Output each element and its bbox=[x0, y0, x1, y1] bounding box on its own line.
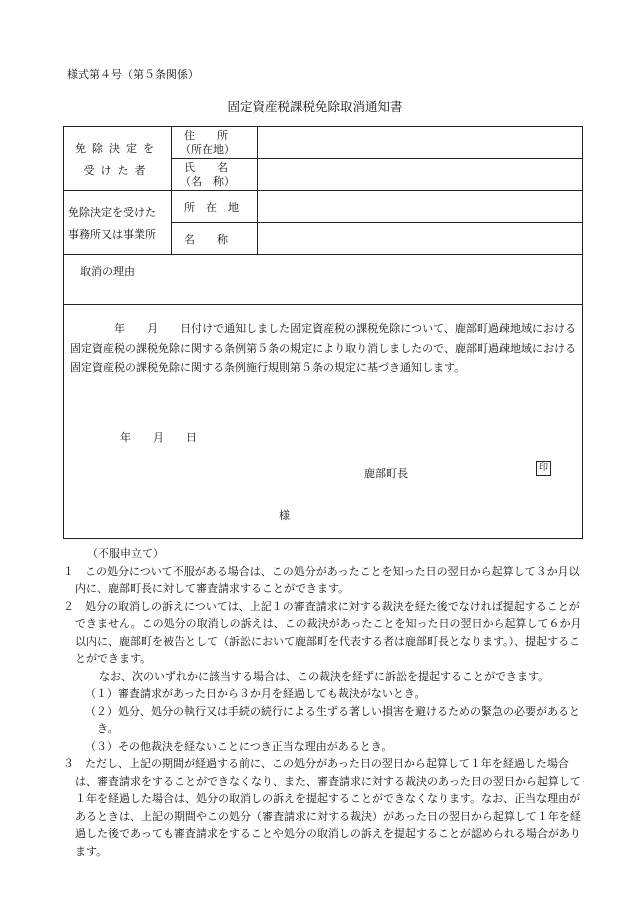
notice-form-table bbox=[63, 126, 583, 539]
form-number: 様式第４号（第５条関係） bbox=[67, 68, 199, 81]
office-name-label: 名 称 bbox=[172, 223, 258, 255]
recipient-label-cell bbox=[64, 127, 172, 191]
address-label-cell bbox=[172, 127, 258, 159]
addressee-honorific: 様 bbox=[279, 509, 290, 522]
reason-label: 取消の理由 bbox=[80, 265, 135, 278]
notice-date-line: 年 月 日 bbox=[120, 431, 197, 444]
note-item-2: ２ 処分の取消しの訴えについては、上記１の審査請求に対する裁決を経た後でなければ提起することができません。この処分の取消しの訴えは、この裁決があったことを知った日の翌日から起算して６か月以内に、鹿部町を被告として（訴訟において鹿部町を代表する者は鹿部町長となります。）、提起することができます。 bbox=[63, 599, 582, 665]
name-field[interactable] bbox=[258, 159, 583, 191]
recipient-label-line2: 受けた者 bbox=[83, 163, 152, 177]
office-label-cell bbox=[64, 191, 172, 255]
name-label-cell bbox=[172, 159, 258, 191]
office-name-field[interactable] bbox=[258, 223, 583, 255]
note-item-1: １ この処分について不服がある場合は、この処分があったことを知った日の翌日から起算して３か月以内に、鹿部町長に対して審査請求することができます。 bbox=[63, 564, 580, 595]
address-field[interactable] bbox=[258, 127, 583, 159]
location-label: 所 在 地 bbox=[172, 191, 258, 223]
note-sub-1: （１）審査請求があった日から３か月を経過しても裁決がないとき。 bbox=[85, 687, 426, 700]
office-label-line2: 事務所又は事業所 bbox=[68, 227, 156, 241]
notice-text: 年 月 日付けで通知しました固定資産税の課税免除について、鹿部町過疎地域における固定資産税の課税免除に関する条例第５条の規定により取り消しましたので、鹿部町過疎地域における固定資産税の課税免除に関する条例施行規則第５条の規定に基づき通知します。 bbox=[70, 322, 576, 374]
location-field[interactable] bbox=[258, 191, 583, 223]
reason-cell[interactable] bbox=[64, 255, 583, 305]
address-sub-label: （所在地） bbox=[180, 142, 235, 156]
name-label: 氏 名 bbox=[184, 160, 228, 174]
mayor-label: 鹿部町長 bbox=[364, 467, 408, 480]
seal-mark: 印 bbox=[536, 461, 551, 476]
name-sub-label: （名 称） bbox=[180, 174, 235, 188]
note-sub-3: （３）その他裁決を経ないことにつき正当な理由があるとき。 bbox=[85, 739, 393, 753]
office-label-line1: 免除決定を受けた bbox=[68, 205, 156, 219]
address-label: 住 所 bbox=[184, 128, 228, 142]
appeal-notes bbox=[63, 545, 585, 860]
notes-heading: （不服申立て） bbox=[87, 547, 164, 560]
note-item-3: ３ ただし、上記の期間が経過する前に、この処分があった日の翌日から起算して１年を経過した場合は、審査請求をすることができなくなり、また、審査請求に対する裁決のあった日の翌日から起算して１年を経過した場合は、処分の取消しの訴えを提起することができなくなります。なお、正当な理由があるときは、上記の期間やこの処分（審査請求に対する裁決）があった日の翌日から起算して１年を経過した後であっても審査請求をすることや処分の取消しの訴えを提起することが認められる場合があります。 bbox=[63, 757, 581, 858]
document-title: 固定資産税課税免除取消通知書 bbox=[227, 99, 403, 114]
recipient-label-line1: 免除決定を bbox=[75, 141, 160, 155]
note-sub-2: （２）処分、処分の執行又は手続の続行による生ずる著しい損害を避けるための緊急の必要があるとき。 bbox=[85, 704, 580, 735]
note-item-2-continuation: なお、次のいずれかに該当する場合は、この裁決を経ずに訴訟を提起することができます。 bbox=[99, 669, 550, 683]
notice-body-cell bbox=[64, 305, 583, 539]
